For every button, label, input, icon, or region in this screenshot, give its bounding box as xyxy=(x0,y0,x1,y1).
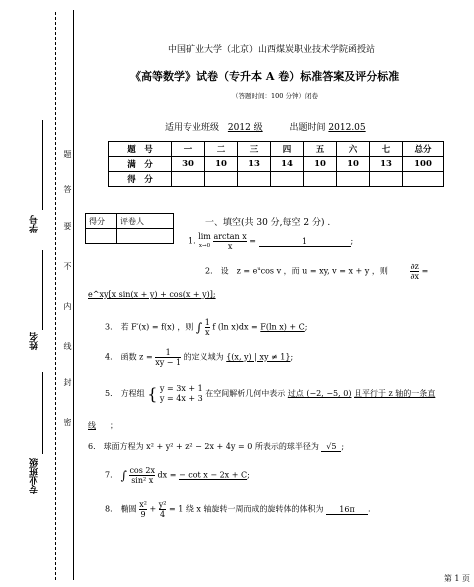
q8-fraction-2 xyxy=(159,500,167,519)
brace-icon: { xyxy=(147,384,158,404)
score-table-cell: 14 xyxy=(271,157,304,172)
score-table-cell: 30 xyxy=(172,157,205,172)
q8-text: 椭圆 xyxy=(120,504,137,514)
q5-eq1: y = 3x + 1 xyxy=(159,384,203,393)
grader-score-label: 得分 xyxy=(86,214,117,229)
score-table-cell xyxy=(304,172,337,187)
question-7 xyxy=(105,466,250,485)
q3-fraction xyxy=(205,318,210,337)
q6-text: 球面方程为 x² + y² + z² − 2x + 4y = 0 所表示的球半径为 xyxy=(103,442,319,451)
score-table-cell: 13 xyxy=(370,157,403,172)
q8-f1-den: 9 xyxy=(140,510,146,519)
q4-answer: {(x, y) | xy ≠ 1} xyxy=(226,352,291,362)
q3-tail: f (ln x)dx = xyxy=(212,322,258,332)
exam-subtitle: （答题时间：100 分钟）闭卷 xyxy=(232,92,318,100)
exam-title: 《高等数学》试卷（专升本 A 卷）标准答案及评分标准 xyxy=(130,70,400,83)
q7-answer: − cot x − 2x + C xyxy=(178,470,248,480)
question-6 xyxy=(88,441,344,452)
score-table-col-1: 一 xyxy=(172,142,205,157)
grader-name-cell xyxy=(117,229,174,244)
applicable-class-row xyxy=(165,120,366,133)
integral-icon: ∫ xyxy=(120,468,127,483)
q8-f1-num: x² xyxy=(139,500,147,509)
question-5 xyxy=(105,384,435,404)
q6-number: 6． xyxy=(88,442,102,451)
q4-numerator: 1 xyxy=(165,348,171,357)
q4-number: 4． xyxy=(105,352,119,362)
q1-end: ; xyxy=(350,236,354,246)
q2-sup: u xyxy=(257,265,261,272)
q1-numerator: arctan x xyxy=(213,232,247,241)
applicable-label: 适用专业班级 xyxy=(165,123,220,133)
score-table-label: 题 号 xyxy=(109,142,172,157)
binding-warning-8: 密 xyxy=(63,418,72,426)
q5-end: ； xyxy=(110,421,118,430)
q4-text2: 的定义域为 xyxy=(183,352,224,362)
score-table-cell: 10 xyxy=(205,157,238,172)
student-id-label: 学号 xyxy=(30,215,40,233)
q1-answer: 1 xyxy=(259,237,351,247)
q2-number: 2． xyxy=(205,266,219,276)
q7-tail: dx = xyxy=(157,470,177,480)
q4-text: 函数 z = xyxy=(120,352,153,362)
q3-number: 3． xyxy=(105,322,119,332)
grader-score-cell xyxy=(86,229,117,244)
question-2 xyxy=(205,262,428,281)
binding-warning-1: 题 xyxy=(63,150,72,158)
q8-fraction-1 xyxy=(139,500,147,519)
score-table-cell xyxy=(271,172,304,187)
q7-numerator: cos 2x xyxy=(129,466,155,475)
name-label: 姓名 xyxy=(30,332,40,350)
q2-answer-row xyxy=(88,290,216,299)
q5-cont-row xyxy=(88,420,118,431)
q5-answer1: 过点 (−2, −5, 0) xyxy=(287,389,352,398)
q6-answer: √5 xyxy=(321,442,341,452)
score-table-cell: 100 xyxy=(403,157,444,172)
grader-table xyxy=(85,213,174,244)
q3-numerator: 1 xyxy=(204,318,210,327)
score-table-cell xyxy=(172,172,205,187)
setdate-value: 2012.05 xyxy=(328,123,366,133)
q5-text: 方程组 xyxy=(120,389,145,398)
q3-text: 若 F′(x) = f(x) ，则 xyxy=(120,322,194,332)
score-table-cell xyxy=(337,172,370,187)
score-table-cell: 10 xyxy=(304,157,337,172)
q5-eq2: y = 4x + 3 xyxy=(159,394,203,403)
q6-end: ; xyxy=(341,442,345,451)
score-table-cell: 13 xyxy=(238,157,271,172)
student-id-line xyxy=(42,120,43,210)
q7-fraction xyxy=(129,466,155,485)
binding-warning-5: 内 xyxy=(63,302,72,310)
q1-lim-sub: x→0 xyxy=(198,243,211,249)
setdate-label: 出题时间 xyxy=(289,123,326,133)
name-line xyxy=(42,250,43,330)
binding-warning-4: 不 xyxy=(63,262,72,270)
score-table xyxy=(108,141,444,187)
applicable-value: 2012 级 xyxy=(227,123,263,133)
score-table-col-7: 七 xyxy=(370,142,403,157)
score-table-col-6: 六 xyxy=(337,142,370,157)
q8-f2-num: y² xyxy=(158,500,167,509)
section-heading: 一、填空(共 30 分,每空 2 分) . xyxy=(205,218,331,228)
q8-text2: = 1 绕 x 轴旋转一周而成的旋转体的体积为 xyxy=(168,504,324,514)
score-table-row-header xyxy=(109,142,444,157)
q8-f2-den: 4 xyxy=(160,510,166,519)
question-1 xyxy=(188,232,353,251)
q4-fraction xyxy=(155,348,181,367)
score-table-cell xyxy=(238,172,271,187)
score-table-row-got xyxy=(109,172,444,187)
q2-text: 设 z = e xyxy=(220,266,258,276)
score-table-col-5: 五 xyxy=(304,142,337,157)
score-table-col-2: 二 xyxy=(205,142,238,157)
q1-number: 1. xyxy=(188,236,196,246)
q7-end: ; xyxy=(247,470,250,480)
grader-name-label: 评卷人 xyxy=(117,214,174,229)
q3-end: ; xyxy=(304,322,308,332)
q5-text2: 在空间解析几何中表示 xyxy=(205,389,286,398)
q1-lim: lim xyxy=(198,232,211,241)
q8-end: . xyxy=(368,504,371,514)
integral-icon: ∫ xyxy=(195,320,203,335)
score-table-col-total: 总分 xyxy=(403,142,444,157)
q2-partial-num: ∂z xyxy=(410,262,419,271)
question-4 xyxy=(105,348,293,367)
page-number: 第 1 页 xyxy=(443,574,470,583)
q7-denominator: sin² x xyxy=(131,476,154,485)
score-table-cell xyxy=(370,172,403,187)
question-8 xyxy=(105,500,371,519)
q7-number: 7． xyxy=(105,470,119,480)
q5-number: 5． xyxy=(105,389,119,398)
q8-plus: + xyxy=(149,504,157,514)
class-label: 专业班级 xyxy=(30,458,40,494)
score-table-row-full xyxy=(109,157,444,172)
binding-warning-3: 要 xyxy=(63,222,72,230)
q2-answer: e^xy[x sin(x + y) + cos(x + y)]; xyxy=(88,290,216,299)
binding-warning-6: 线 xyxy=(63,342,72,350)
q3-denominator: x xyxy=(205,328,210,337)
school-name: 中国矿业大学（北京）山西煤炭职业技术学院函授站 xyxy=(168,45,376,55)
binding-dashed-line xyxy=(55,12,56,580)
q2-text2: cos v ，而 u = xy, v = x + y ，则 xyxy=(260,266,388,276)
q5-answer2: 且平行于 z 轴的一条直 xyxy=(354,389,436,398)
q3-answer: F(ln x) + C xyxy=(260,322,305,332)
score-table-cell xyxy=(403,172,444,187)
q1-fraction xyxy=(213,232,246,251)
q8-number: 8． xyxy=(105,504,119,514)
score-table-label: 满 分 xyxy=(109,157,172,172)
q5-answer3: 线 xyxy=(88,421,96,430)
class-line xyxy=(42,372,43,454)
binding-solid-line xyxy=(73,10,74,580)
q8-answer: 16π xyxy=(326,505,368,515)
score-table-label: 得 分 xyxy=(109,172,172,187)
score-table-cell: 10 xyxy=(337,157,370,172)
score-table-col-4: 四 xyxy=(271,142,304,157)
q1-equals: = xyxy=(249,236,256,246)
score-table-col-3: 三 xyxy=(238,142,271,157)
q2-partial xyxy=(410,262,419,281)
q2-partial-den: ∂x xyxy=(410,272,420,281)
q1-denominator: x xyxy=(213,241,246,251)
binding-warning-2: 答 xyxy=(63,185,72,193)
question-3 xyxy=(105,318,307,337)
binding-warning-7: 封 xyxy=(63,378,72,386)
q4-end: ; xyxy=(290,352,294,362)
score-table-cell xyxy=(205,172,238,187)
q4-denominator: xy − 1 xyxy=(155,358,182,367)
q2-equals: = xyxy=(421,266,429,276)
